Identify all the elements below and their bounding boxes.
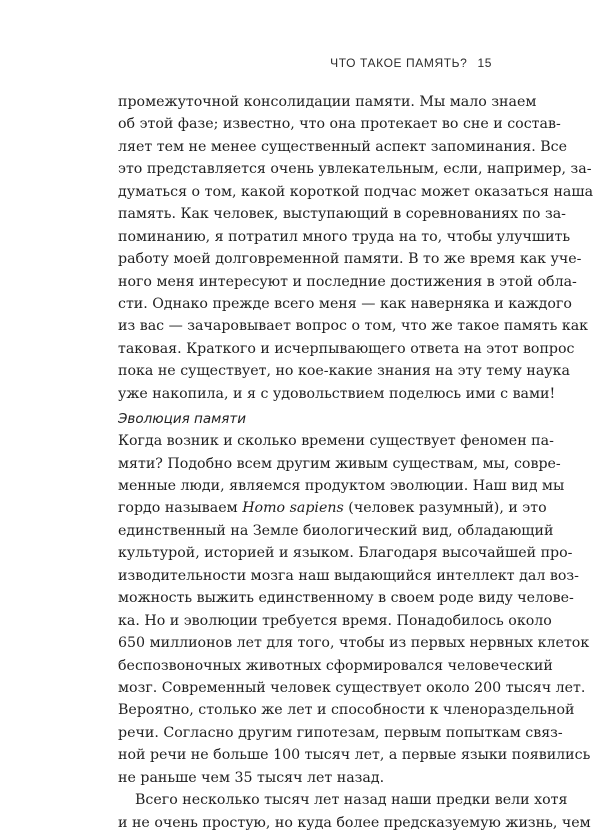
text-line: культурой, историей и языком. Благодаря высочайшей про- bbox=[118, 545, 573, 562]
text-line: сти. Однако прежде всего меня — как наверняка и каждого bbox=[118, 295, 572, 312]
text-line: ляет тем не менее существенный аспект запоминания. Все bbox=[118, 138, 568, 155]
text-line: изводительности мозга наш выдающийся интеллект дал воз- bbox=[118, 567, 579, 584]
text-line: единственный на Земле биологический вид, обладающий bbox=[118, 522, 554, 539]
text-line: Вероятно, столько же лет и способности к членораздельной bbox=[118, 702, 575, 719]
body-text bbox=[118, 91, 594, 834]
paragraph-3 bbox=[118, 789, 591, 834]
text-line: мяти? Подобно всем другим живым существам, мы, совре- bbox=[118, 455, 561, 472]
text-line: ной речи не больше 100 тысяч лет, а первые языки появились bbox=[118, 747, 591, 764]
text-line: из вас — зачаровывает вопрос о том, что же такое память как bbox=[118, 318, 589, 335]
paragraph-2 bbox=[118, 430, 591, 789]
text-line: это представляется очень увлекательным, если, например, за- bbox=[118, 161, 592, 178]
text-line: можность выжить единственному в своем роде виду челове- bbox=[118, 590, 574, 607]
paragraph-1 bbox=[118, 91, 594, 405]
text-line: пока не существует, но кое-какие знания на эту тему наука bbox=[118, 363, 570, 380]
text-line: ного меня интересуют и последние достижения в этой обла- bbox=[118, 273, 577, 290]
text-line: поминанию, я потратил много труда на то, чтобы улучшить bbox=[118, 228, 571, 245]
text-line: мозг. Современный человек существует около 200 тысяч лет. bbox=[118, 679, 586, 696]
text-line: и не очень простую, но куда более предсказуемую жизнь, чем bbox=[118, 814, 591, 831]
running-head bbox=[330, 56, 492, 70]
text-line: менные люди, являемся продуктом эволюции. Наш вид мы bbox=[118, 478, 565, 494]
text-line: Всего несколько тысяч лет назад наши предки вели хотя bbox=[135, 792, 568, 809]
text-line-with-italic: гордо называем Homo sapiens (человек разумный), и это bbox=[118, 500, 547, 517]
text-line: об этой фазе; известно, что она протекает во сне и состав- bbox=[118, 116, 561, 133]
text-line: 650 миллионов лет для того, чтобы из первых нервных клеток bbox=[118, 635, 590, 652]
text-line: память. Как человек, выступающий в соревнованиях по за- bbox=[118, 206, 566, 223]
species-name: Homo sapiens bbox=[242, 500, 344, 517]
text-line: беспозвоночных животных сформировался человеческий bbox=[118, 657, 553, 674]
text-line: работу моей долговременной памяти. В то же время как уче- bbox=[118, 251, 582, 268]
text-line: думаться о том, какой короткой подчас может оказаться наша bbox=[118, 183, 594, 200]
section-heading: Эволюция памяти bbox=[118, 411, 247, 428]
text-line: речи. Согласно другим гипотезам, первым попыткам связ- bbox=[118, 724, 563, 741]
text-line: таковая. Краткого и исчерпывающего ответа на этот вопрос bbox=[118, 340, 575, 357]
page-number: 15 bbox=[477, 56, 492, 70]
text-line: ка. Но и эволюции требуется время. Понадобилось около bbox=[118, 612, 552, 629]
text-line: Когда возник и сколько времени существует феномен па- bbox=[118, 433, 554, 450]
text-line: уже накопила, и я с удовольствием поделюсь ими с вами! bbox=[118, 385, 556, 402]
text-line: промежуточной консолидации памяти. Мы мало знаем bbox=[118, 94, 537, 110]
running-head-title: ЧТО ТАКОЕ ПАМЯТЬ? bbox=[330, 56, 468, 70]
text-line: не раньше чем 35 тысяч лет назад. bbox=[118, 769, 385, 786]
